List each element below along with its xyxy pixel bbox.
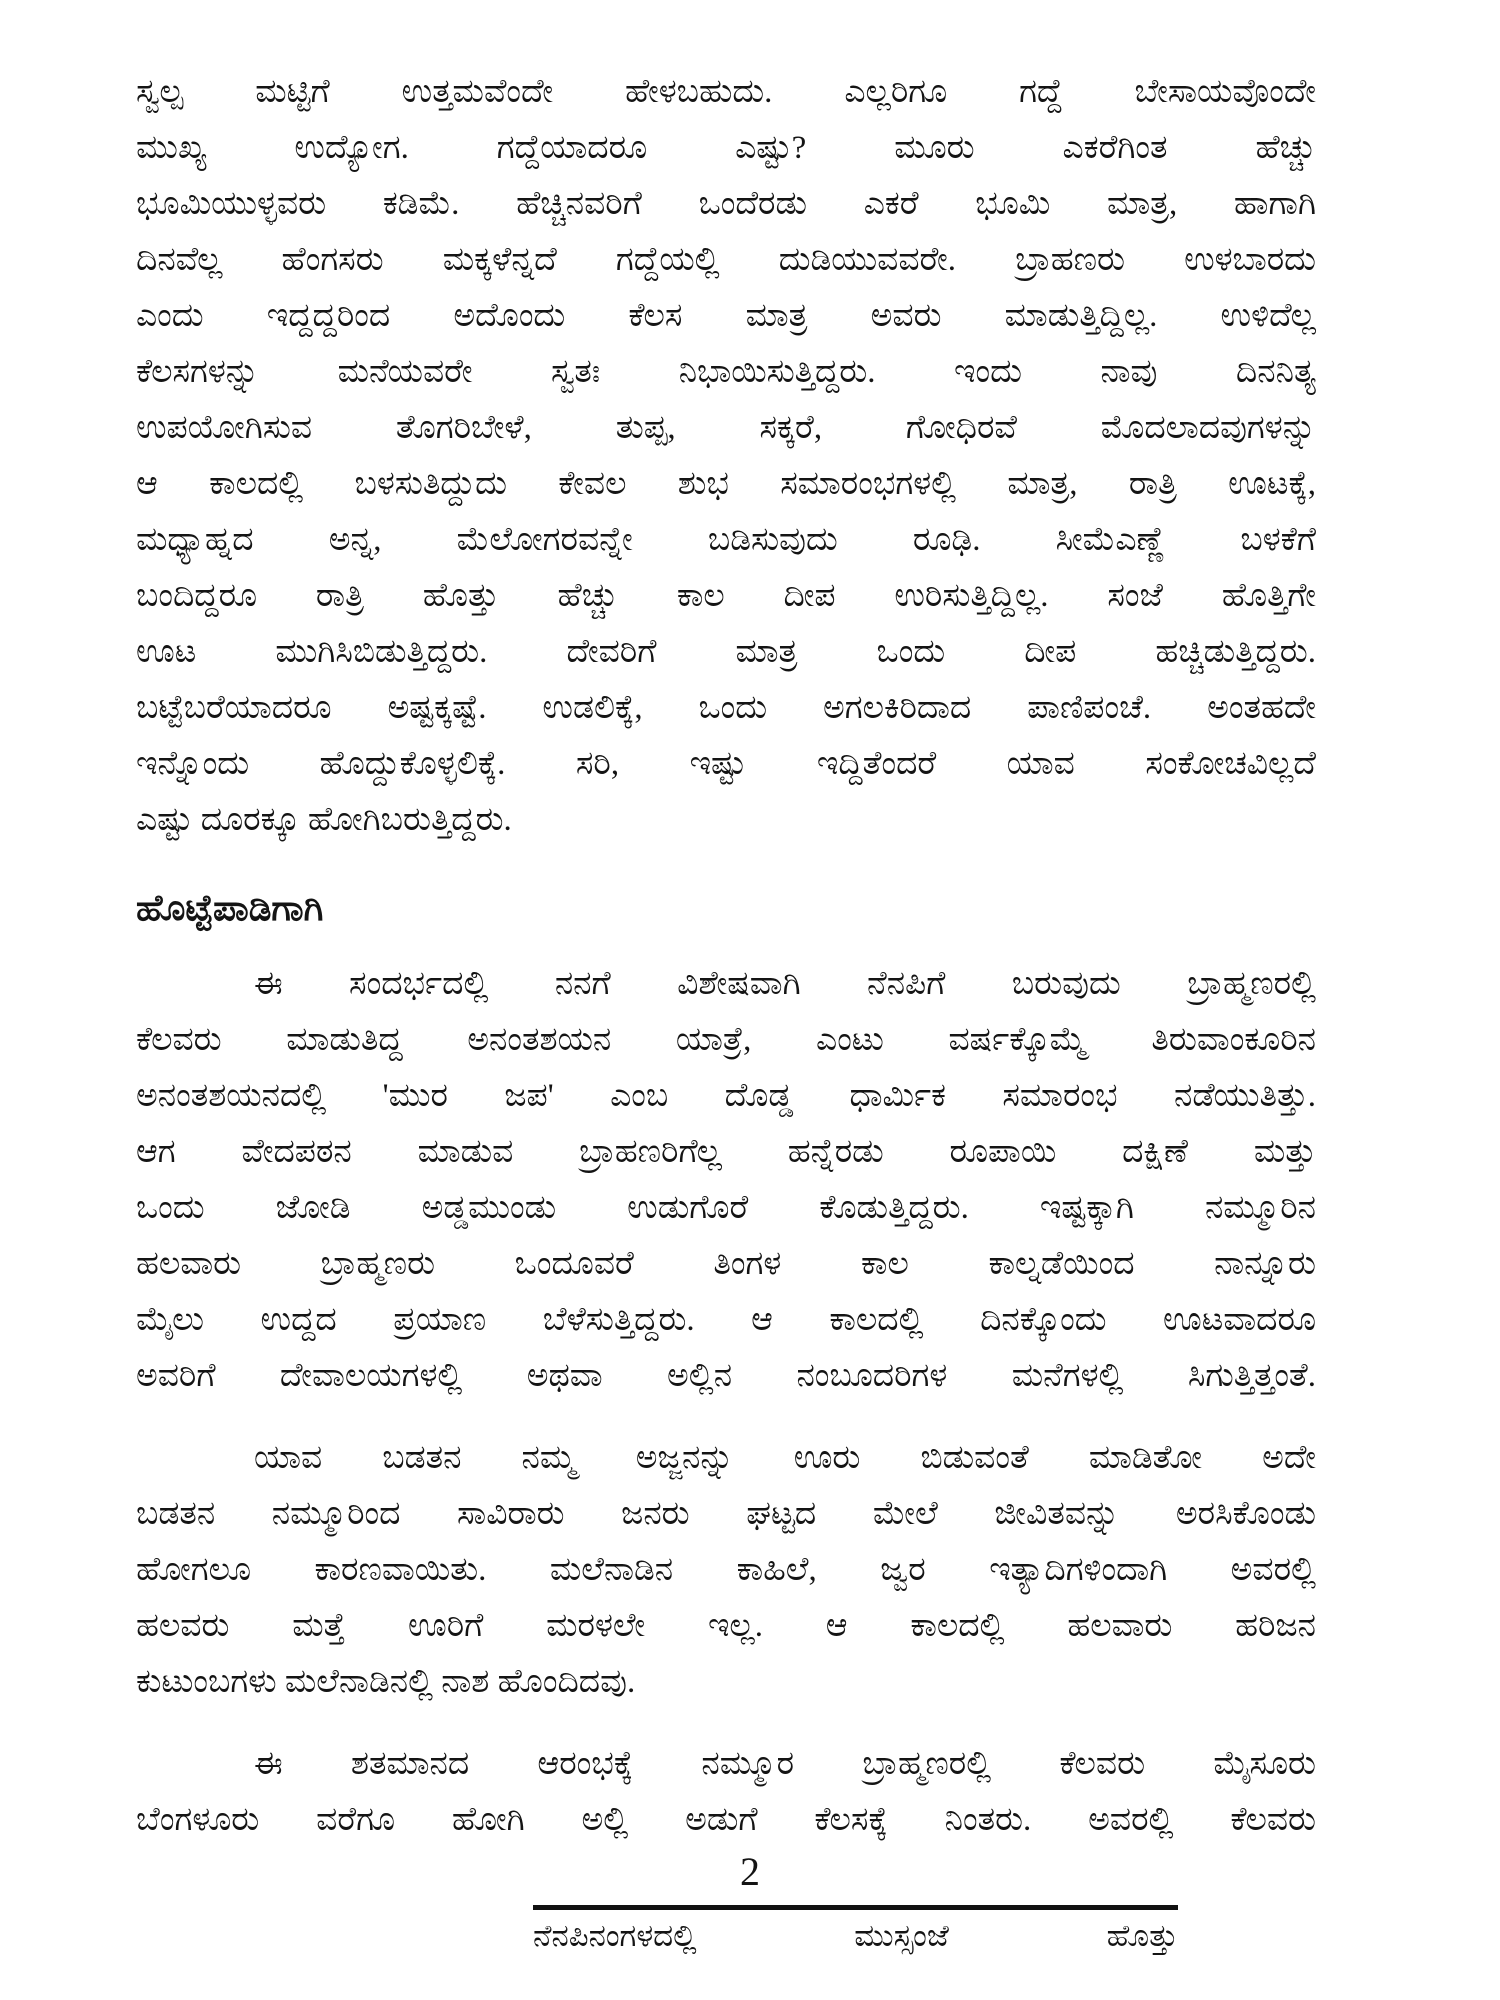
text-body xyxy=(136,64,1316,1848)
paragraph xyxy=(136,1430,1316,1710)
text-line: ಹಲವಾರು ಬ್ರಾಹ್ಮಣರು ಒಂದೂವರೆ ತಿಂಗಳ ಕಾಲ ಕಾಲ್ನಡೆಯಿಂದ ನಾನ್ನೂರು xyxy=(136,1246,1316,1282)
text-line: ಎಷ್ಟು ದೂರಕ್ಕೂ ಹೋಗಿಬರುತ್ತಿದ್ದರು. xyxy=(136,802,512,838)
footer-rule xyxy=(533,1905,1178,1910)
paragraph xyxy=(136,1736,1316,1848)
text-line: ಕೆಲಸಗಳನ್ನು ಮನೆಯವರೇ ಸ್ವತಃ ನಿಭಾಯಿಸುತ್ತಿದ್ದರು. ಇಂದು ನಾವು ದಿನನಿತ್ಯ xyxy=(136,354,1316,390)
text-line: ಈ ಶತಮಾನದ ಆರಂಭಕ್ಕೆ ನಮ್ಮೂರ ಬ್ರಾಹ್ಮಣರಲ್ಲಿ ಕೆಲವರು ಮೈಸೂರು xyxy=(254,1746,1316,1782)
text-line: ದಿನವೆಲ್ಲ ಹೆಂಗಸರು ಮಕ್ಕಳೆನ್ನದೆ ಗದ್ದೆಯಲ್ಲಿ ದುಡಿಯುವವರೇ. ಬ್ರಾಹಣರು ಉಳಬಾರದು xyxy=(136,242,1316,278)
text-line: ಮುಖ್ಯ ಉದ್ಯೋಗ. ಗದ್ದೆಯಾದರೂ ಎಷ್ಟು? ಮೂರು ಎಕರೆಗಿಂತ ಹೆಚ್ಚು xyxy=(136,130,1316,166)
text-line: ಯಾವ ಬಡತನ ನಮ್ಮ ಅಜ್ಜನನ್ನು ಊರು ಬಿಡುವಂತೆ ಮಾಡಿತೋ ಅದೇ xyxy=(254,1440,1316,1476)
text-line: ಬಡತನ ನಮ್ಮೂರಿಂದ ಸಾವಿರಾರು ಜನರು ಘಟ್ಟದ ಮೇಲೆ ಜೀವಿತವನ್ನು ಅರಸಿಕೊಂಡು xyxy=(136,1496,1316,1532)
text-line: ಈ ಸಂದರ್ಭದಲ್ಲಿ ನನಗೆ ವಿಶೇಷವಾಗಿ ನೆನಪಿಗೆ ಬರುವುದು ಬ್ರಾಹ್ಮಣರಲ್ಲಿ xyxy=(254,966,1316,1002)
text-line: ಆಗ ವೇದಪಠನ ಮಾಡುವ ಬ್ರಾಹಣರಿಗೆಲ್ಲ ಹನ್ನೆರಡು ರೂಪಾಯಿ ದಕ್ಷಿಣೆ ಮತ್ತು xyxy=(136,1134,1316,1170)
page-footer xyxy=(533,1905,1178,1958)
text-line: ಮಧ್ಯಾಹ್ನದ ಅನ್ನ, ಮೆಲೋಗರವನ್ನೇ ಬಡಿಸುವುದು ರೂಢಿ. ಸೀಮೆಎಣ್ಣೆ ಬಳಕೆಗೆ xyxy=(136,522,1316,558)
text-line: ಬೆಂಗಳೂರು ವರೆಗೂ ಹೋಗಿ ಅಲ್ಲಿ ಅಡುಗೆ ಕೆಲಸಕ್ಕೆ ನಿಂತರು. ಅವರಲ್ಲಿ ಕೆಲವರು xyxy=(136,1802,1316,1838)
text-line: ಹೋಗಲೂ ಕಾರಣವಾಯಿತು. ಮಲೆನಾಡಿನ ಕಾಹಿಲೆ, ಜ್ವರ ಇತ್ಯಾದಿಗಳಿಂದಾಗಿ ಅವರಲ್ಲಿ xyxy=(136,1552,1316,1588)
text-line: ಕುಟುಂಬಗಳು ಮಲೆನಾಡಿನಲ್ಲಿ ನಾಶ ಹೊಂದಿದವು. xyxy=(136,1664,636,1700)
text-line: ಸ್ವಲ್ಪ ಮಟ್ಟಿಗೆ ಉತ್ತಮವೆಂದೇ ಹೇಳಬಹುದು. ಎಲ್ಲರಿಗೂ ಗದ್ದೆ ಬೇಸಾಯವೊಂದೇ xyxy=(136,74,1316,110)
text-line: ಇನ್ನೊಂದು ಹೊದ್ದುಕೊಳ್ಳಲಿಕ್ಕೆ. ಸರಿ, ಇಷ್ಟು ಇದ್ದಿತೆಂದರೆ ಯಾವ ಸಂಕೋಚವಿಲ್ಲದೆ xyxy=(136,746,1316,782)
text-line: ಮೈಲು ಉದ್ದದ ಪ್ರಯಾಣ ಬೆಳೆಸುತ್ತಿದ್ದರು. ಆ ಕಾಲದಲ್ಲಿ ದಿನಕ್ಕೊಂದು ಊಟವಾದರೂ xyxy=(136,1302,1316,1338)
section-heading: ಹೊಟ್ಟೆಪಾಡಿಗಾಗಿ xyxy=(136,888,324,928)
text-line: ಬಟ್ಟೆಬರೆಯಾದರೂ ಅಷ್ಟಕ್ಕಷ್ಟೆ. ಉಡಲಿಕ್ಕೆ, ಒಂದು ಅಗಲಕಿರಿದಾದ ಪಾಣಿಪಂಚೆ. ಅಂತಹದೇ xyxy=(136,690,1316,726)
page-number: 2 xyxy=(740,1849,760,1894)
paragraph xyxy=(136,956,1316,1404)
text-line: ಹಲವರು ಮತ್ತೆ ಊರಿಗೆ ಮರಳಲೇ ಇಲ್ಲ. ಆ ಕಾಲದಲ್ಲಿ ಹಲವಾರು ಹರಿಜನ xyxy=(136,1608,1316,1644)
text-line: ಕೆಲವರು ಮಾಡುತಿದ್ದ ಅನಂತಶಯನ ಯಾತ್ರೆ, ಎಂಟು ವರ್ಷಕ್ಕೊಮ್ಮೆ ತಿರುವಾಂಕೂರಿನ xyxy=(136,1022,1316,1058)
text-line: ಉಪಯೋಗಿಸುವ ತೊಗರಿಬೇಳೆ, ತುಪ್ಪ, ಸಕ್ಕರೆ, ಗೋಧಿರವೆ ಮೊದಲಾದವುಗಳನ್ನು xyxy=(136,410,1316,446)
text-line: ಬಂದಿದ್ದರೂ ರಾತ್ರಿ ಹೊತ್ತು ಹೆಚ್ಚು ಕಾಲ ದೀಪ ಉರಿಸುತ್ತಿದ್ದಿಲ್ಲ. ಸಂಜೆ ಹೊತ್ತಿಗೇ xyxy=(136,578,1316,614)
text-line: ಅನಂತಶಯನದಲ್ಲಿ 'ಮುರ ಜಪ' ಎಂಬ ದೊಡ್ಡ ಧಾರ್ಮಿಕ ಸಮಾರಂಭ ನಡೆಯುತಿತ್ತು. xyxy=(136,1078,1316,1114)
footer-book-title: ನೆನಪಿನಂಗಳದಲ್ಲಿ ಮುಸ್ಸಂಜೆ ಹೊತ್ತು xyxy=(533,1918,1178,1953)
paragraph xyxy=(136,64,1316,848)
text-line: ಅವರಿಗೆ ದೇವಾಲಯಗಳಲ್ಲಿ ಅಥವಾ ಅಲ್ಲಿನ ನಂಬೂದರಿಗಳ ಮನೆಗಳಲ್ಲಿ ಸಿಗುತ್ತಿತ್ತಂತೆ. xyxy=(136,1358,1316,1394)
text-line: ಒಂದು ಜೋಡಿ ಅಡ್ಡಮುಂಡು ಉಡುಗೊರೆ ಕೊಡುತ್ತಿದ್ದರು. ಇಷ್ಟಕ್ಕಾಗಿ ನಮ್ಮೂರಿನ xyxy=(136,1190,1316,1226)
text-line: ಭೂಮಿಯುಳ್ಳವರು ಕಡಿಮೆ. ಹೆಚ್ಚಿನವರಿಗೆ ಒಂದೆರಡು ಎಕರೆ ಭೂಮಿ ಮಾತ್ರ, ಹಾಗಾಗಿ xyxy=(136,186,1316,222)
text-line: ಊಟ ಮುಗಿಸಿಬಿಡುತ್ತಿದ್ದರು. ದೇವರಿಗೆ ಮಾತ್ರ ಒಂದು ದೀಪ ಹಚ್ಚಿಡುತ್ತಿದ್ದರು. xyxy=(136,634,1316,670)
text-line: ಆ ಕಾಲದಲ್ಲಿ ಬಳಸುತಿದ್ದುದು ಕೇವಲ ಶುಭ ಸಮಾರಂಭಗಳಲ್ಲಿ ಮಾತ್ರ, ರಾತ್ರಿ ಊಟಕ್ಕೆ, xyxy=(136,466,1316,502)
text-line: ಎಂದು ಇದ್ದದ್ದರಿಂದ ಅದೊಂದು ಕೆಲಸ ಮಾತ್ರ ಅವರು ಮಾಡುತ್ತಿದ್ದಿಲ್ಲ. ಉಳಿದೆಲ್ಲ xyxy=(136,298,1316,334)
